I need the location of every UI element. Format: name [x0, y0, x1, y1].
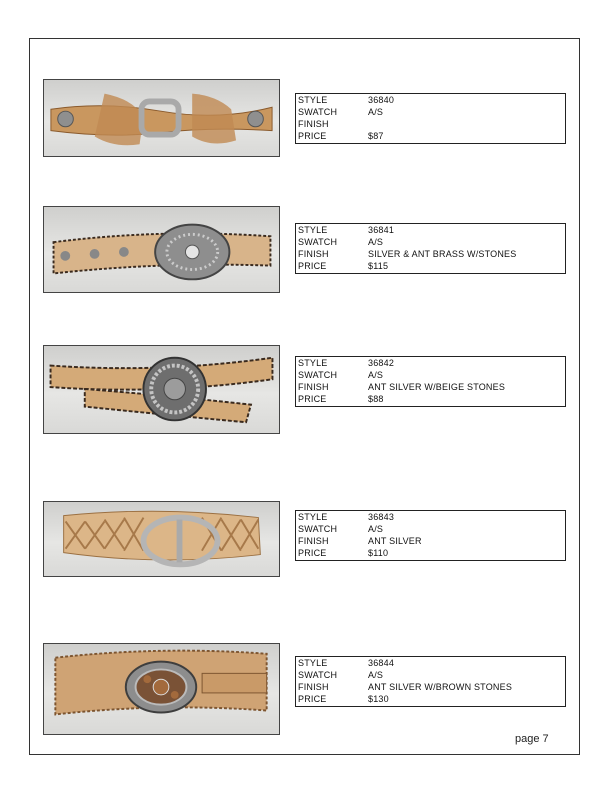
spec-row-style	[296, 94, 565, 106]
spec-table	[295, 223, 566, 274]
spec-row-finish	[296, 248, 565, 260]
spec-row-style	[296, 357, 565, 369]
finish-value: ANT SILVER W/BEIGE STONES	[368, 382, 506, 392]
spec-row-finish	[296, 118, 565, 130]
finish-value: SILVER & ANT BRASS W/STONES	[368, 249, 517, 259]
style-value: 36840	[368, 95, 395, 105]
price-label: PRICE	[298, 694, 327, 704]
spec-row-swatch	[296, 106, 565, 118]
swatch-value: A/S	[368, 237, 384, 247]
belt-photo-square-buckle-icon	[44, 80, 279, 156]
style-value: 36841	[368, 225, 395, 235]
style-label: STYLE	[298, 95, 328, 105]
swatch-label: SWATCH	[298, 237, 338, 247]
spec-table	[295, 656, 566, 707]
swatch-value: A/S	[368, 370, 384, 380]
finish-label: FINISH	[298, 119, 329, 129]
belt-photo-wide-floral-buckle-icon	[44, 644, 279, 734]
spec-row-swatch	[296, 669, 565, 681]
style-label: STYLE	[298, 225, 328, 235]
price-label: PRICE	[298, 394, 327, 404]
spec-row-price	[296, 260, 565, 272]
belt-photo-round-concho-buckle-icon	[44, 346, 279, 433]
spec-table	[295, 93, 566, 144]
spec-row-swatch	[296, 369, 565, 381]
spec-row-swatch	[296, 523, 565, 535]
belt-photo-square-buckle	[43, 79, 280, 157]
price-value: $87	[368, 131, 384, 141]
style-label: STYLE	[298, 658, 328, 668]
swatch-label: SWATCH	[298, 370, 338, 380]
page-number: page 7	[515, 733, 549, 745]
finish-label: FINISH	[298, 536, 329, 546]
spec-row-price	[296, 393, 565, 405]
spec-row-price	[296, 130, 565, 142]
spec-row-swatch	[296, 236, 565, 248]
spec-table	[295, 356, 566, 407]
swatch-value: A/S	[368, 107, 384, 117]
swatch-label: SWATCH	[298, 107, 338, 117]
spec-row-finish	[296, 381, 565, 393]
belt-photo-wide-floral-buckle	[43, 643, 280, 735]
finish-label: FINISH	[298, 682, 329, 692]
price-label: PRICE	[298, 548, 327, 558]
swatch-value: A/S	[368, 524, 384, 534]
belt-photo-round-concho-buckle	[43, 345, 280, 434]
spec-row-price	[296, 693, 565, 705]
swatch-label: SWATCH	[298, 670, 338, 680]
spec-row-style	[296, 511, 565, 523]
swatch-label: SWATCH	[298, 524, 338, 534]
price-value: $115	[368, 261, 389, 271]
belt-photo-braided-oval-buckle	[43, 501, 280, 577]
finish-label: FINISH	[298, 249, 329, 259]
price-label: PRICE	[298, 261, 327, 271]
spec-row-price	[296, 547, 565, 559]
spec-row-finish	[296, 535, 565, 547]
swatch-value: A/S	[368, 670, 384, 680]
spec-row-style	[296, 657, 565, 669]
style-label: STYLE	[298, 512, 328, 522]
belt-photo-braided-oval-buckle-icon	[44, 502, 279, 576]
style-label: STYLE	[298, 358, 328, 368]
style-value: 36844	[368, 658, 395, 668]
finish-label: FINISH	[298, 382, 329, 392]
style-value: 36843	[368, 512, 395, 522]
price-value: $110	[368, 548, 389, 558]
finish-value: ANT SILVER	[368, 536, 422, 546]
price-value: $130	[368, 694, 389, 704]
spec-row-finish	[296, 681, 565, 693]
spec-table	[295, 510, 566, 561]
spec-row-style	[296, 224, 565, 236]
finish-value: ANT SILVER W/BROWN STONES	[368, 682, 513, 692]
belt-photo-oval-stone-buckle-icon	[44, 207, 279, 292]
price-label: PRICE	[298, 131, 327, 141]
price-value: $88	[368, 394, 384, 404]
belt-photo-oval-stone-buckle	[43, 206, 280, 293]
style-value: 36842	[368, 358, 395, 368]
